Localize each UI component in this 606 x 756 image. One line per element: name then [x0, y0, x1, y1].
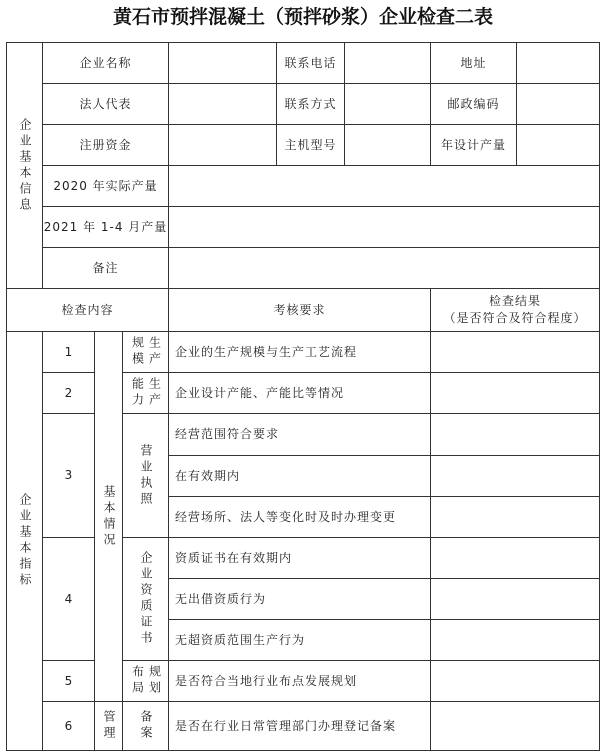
indicator-category-6: 备案 — [122, 701, 169, 751]
value-remarks[interactable] — [168, 247, 600, 289]
label-postal_code: 邮政编码 — [430, 83, 517, 125]
label-company_name: 企业名称 — [42, 42, 169, 84]
result-3-2[interactable] — [430, 455, 600, 497]
value-legal_rep[interactable] — [168, 83, 277, 125]
result-4-3[interactable] — [430, 619, 600, 661]
indicator-number-3: 3 — [42, 413, 95, 538]
label-phone: 联系电话 — [276, 42, 345, 84]
result-4-1[interactable] — [430, 537, 600, 579]
indicator-number-2: 2 — [42, 372, 95, 414]
requirement-4-1: 资质证书在有效期内 — [168, 537, 431, 579]
result-5-1[interactable] — [430, 660, 600, 702]
value-actual_2020[interactable] — [168, 165, 600, 207]
label-output_2021: 2021 年 1-4 月产量 — [42, 206, 169, 248]
requirement-2-1: 企业设计产能、产能比等情况 — [168, 372, 431, 414]
group-basic-situation: 基本情况 — [94, 331, 123, 702]
value-host_model[interactable] — [344, 124, 431, 166]
value-output_2021[interactable] — [168, 206, 600, 248]
indicator-category-5: 规划布局 — [122, 660, 169, 702]
result-2-1[interactable] — [430, 372, 600, 414]
label-remarks: 备注 — [42, 247, 169, 289]
header-result-line2: （是否符合及符合程度） — [443, 311, 587, 325]
header-requirement: 考核要求 — [168, 288, 431, 332]
label-address: 地址 — [430, 42, 517, 84]
label-host_model: 主机型号 — [276, 124, 345, 166]
value-phone[interactable] — [344, 42, 431, 84]
requirement-3-1: 经营范围符合要求 — [168, 413, 431, 456]
requirement-4-2: 无出借资质行为 — [168, 578, 431, 620]
requirement-3-2: 在有效期内 — [168, 455, 431, 497]
indicator-number-5: 5 — [42, 660, 95, 702]
requirement-4-3: 无超资质范围生产行为 — [168, 619, 431, 661]
requirement-3-3: 经营场所、法人等变化时及时办理变更 — [168, 496, 431, 538]
basic-info-section-label: 企业基本信息 — [6, 42, 43, 289]
indicator-number-6: 6 — [42, 701, 95, 751]
value-contact[interactable] — [344, 83, 431, 125]
value-design_capacity[interactable] — [516, 124, 600, 166]
label-reg_capital: 注册资金 — [42, 124, 169, 166]
result-3-1[interactable] — [430, 413, 600, 456]
result-4-2[interactable] — [430, 578, 600, 620]
result-1-1[interactable] — [430, 331, 600, 373]
indicator-category-3: 营业执照 — [122, 413, 169, 538]
value-postal_code[interactable] — [516, 83, 600, 125]
requirement-6-1: 是否在行业日常管理部门办理登记备案 — [168, 701, 431, 751]
indicator-category-4: 企业资质证书 — [122, 537, 169, 661]
header-check-content: 检查内容 — [6, 288, 169, 332]
requirement-5-1: 是否符合当地行业布点发展规划 — [168, 660, 431, 702]
indicator-number-4: 4 — [42, 537, 95, 661]
indicator-category-1: 生产规模 — [122, 331, 169, 373]
value-company_name[interactable] — [168, 42, 277, 84]
indicators-section-label: 企业基本指标 — [6, 331, 43, 751]
label-legal_rep: 法人代表 — [42, 83, 169, 125]
header-result-line1: 检查结果 — [488, 294, 541, 308]
value-address[interactable] — [516, 42, 600, 84]
label-actual_2020: 2020 年实际产量 — [42, 165, 169, 207]
indicator-number-1: 1 — [42, 331, 95, 373]
requirement-1-1: 企业的生产规模与生产工艺流程 — [168, 331, 431, 373]
label-design_capacity: 年设计产量 — [430, 124, 517, 166]
page-title: 黄石市预拌混凝土（预拌砂浆）企业检查二表 — [112, 6, 493, 28]
result-3-3[interactable] — [430, 496, 600, 538]
indicator-category-2: 生产能力 — [122, 372, 169, 414]
value-reg_capital[interactable] — [168, 124, 277, 166]
label-contact: 联系方式 — [276, 83, 345, 125]
result-6-1[interactable] — [430, 701, 600, 751]
header-result — [430, 288, 600, 332]
group-management: 管理 — [94, 701, 123, 751]
